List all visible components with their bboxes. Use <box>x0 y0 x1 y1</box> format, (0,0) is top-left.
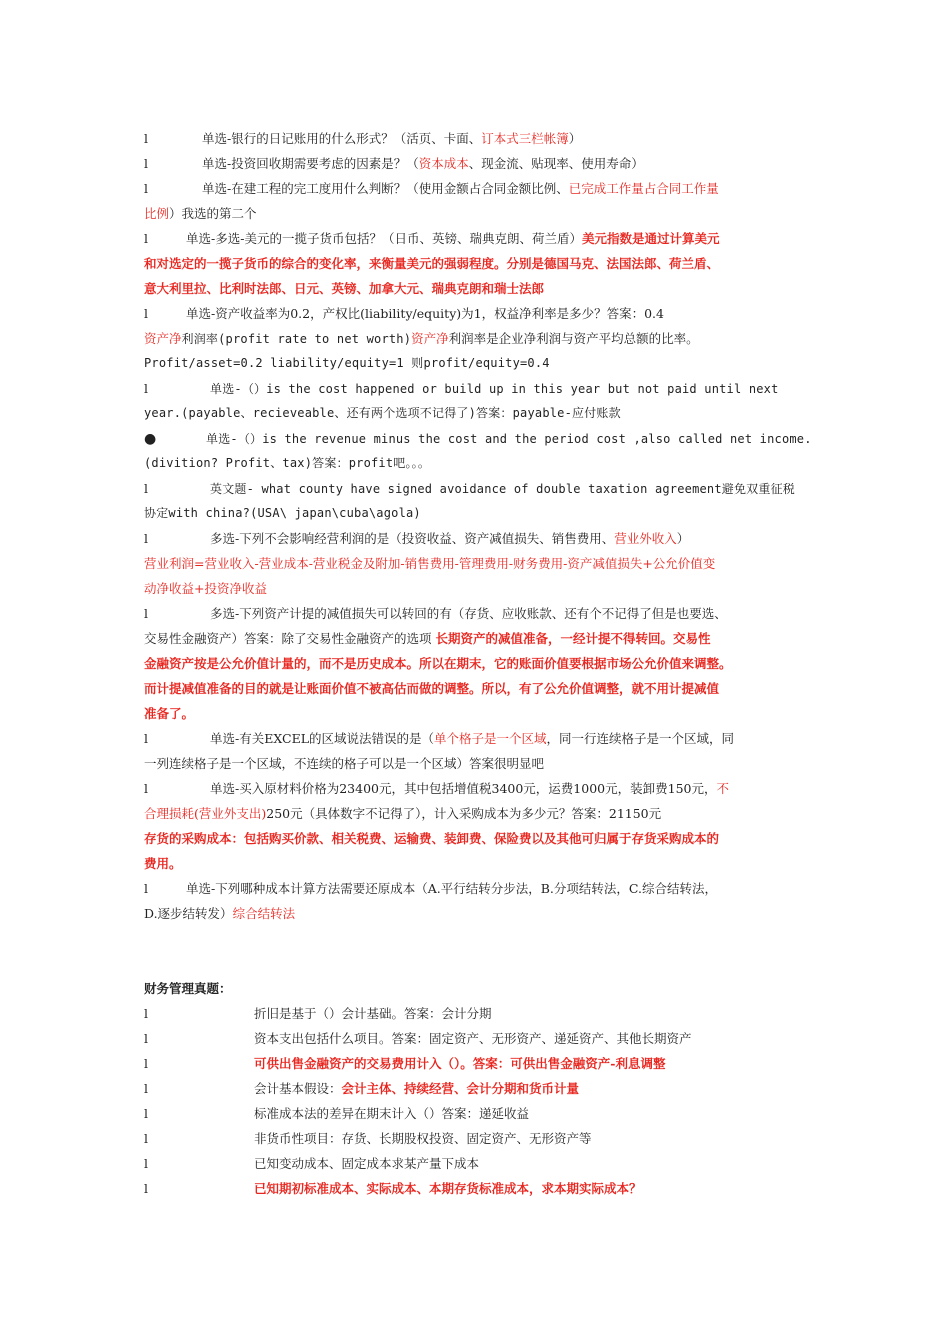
list-marker: l <box>144 781 148 796</box>
question-text: ） <box>676 531 690 546</box>
list-item <box>144 1051 814 1076</box>
list-marker: l <box>144 181 148 196</box>
question-text: 利润率(profit rate to net worth) <box>181 332 412 346</box>
list-item <box>144 1126 814 1151</box>
question-line <box>144 776 814 801</box>
bullet-dot: ● <box>144 431 157 447</box>
list-item-text: 折旧是基于（）会计基础。答案：会计分期 <box>254 1006 492 1021</box>
question-text: 单选-买入原材料价格为23400元，其中包括增值税3400元，运费1000元，装卸费150元， <box>210 781 717 796</box>
answer-highlight: 营业外收入 <box>614 531 677 546</box>
question-text: 单选-（）is the revenue minus the cost and the period cost ,also called net income. <box>206 432 812 446</box>
question-line <box>144 326 814 351</box>
question-line <box>144 376 814 401</box>
answer-highlight: 会计主体、持续经营、会计分期和货币计量 <box>341 1081 580 1096</box>
question-text: 单选-（）is the cost happened or build up in this year but not paid until next <box>210 382 779 396</box>
list-marker: l <box>144 1131 148 1146</box>
document-body <box>144 126 814 1201</box>
question-line <box>144 151 814 176</box>
list-marker: l <box>144 1031 148 1046</box>
list-item-text: 可供出售金融资产的交易费用计入（）。答案：可供出售金融资产-利息调整 <box>254 1056 666 1071</box>
question-text: 、现金流、贴现率、使用寿命） <box>468 156 644 171</box>
answer-highlight: 已完成工作量占合同工作量 <box>568 181 719 196</box>
answer-explanation: 营业利润=营业收入-营业成本-营业税金及附加-销售费用-管理费用-财务费用-资产减值损失+公允价值变 <box>144 556 716 571</box>
answer-highlight: 订本式三栏帐簿 <box>481 131 569 146</box>
answer-explanation: 而计提减值准备的目的就是让账面价值不被高估而做的调整。所以，有了公允价值调整，就不用计提减值 <box>144 681 720 696</box>
answer-explanation: 存货的采购成本：包括购买价款、相关税费、运输费、装卸费、保险费以及其他可归属于存货采购成本的 <box>144 831 720 846</box>
list-marker: l <box>144 131 148 146</box>
question-line <box>144 876 814 901</box>
answer-highlight: 合理损耗(营业外支出) <box>144 806 267 821</box>
list-marker: l <box>144 531 148 546</box>
question-line <box>144 226 814 251</box>
answer-explanation: 准备了。 <box>144 706 195 721</box>
question-text: 利润率是企业净利润与资产平均总额的比率。 <box>448 331 699 346</box>
list-marker: l <box>144 1081 148 1096</box>
question-line <box>144 626 814 651</box>
question-text: 交易性金融资产）答案：除了交易性金融资产的选项 <box>144 631 436 646</box>
answer-explanation: 意大利里拉、比利时法郎、日元、英镑、加拿大元、瑞典克朗和瑞士法郎 <box>144 281 545 296</box>
answer-explanation: 动净收益+投资净收益 <box>144 581 267 596</box>
answer-highlight: 综合结转法 <box>232 906 296 921</box>
list-item <box>144 1151 814 1176</box>
question-text: 单选-有关EXCEL的区域说法错误的是（ <box>210 731 435 746</box>
list-marker: l <box>144 1006 148 1021</box>
question-line: (divition? Profit、tax)答案：profit吧。。。 <box>144 456 431 470</box>
question-text: 多选-下列资产计提的减值损失可以转回的有（存货、应收账款、还有个不记得了但是也要选、 <box>210 606 727 621</box>
list-item <box>144 1101 814 1126</box>
list-marker: l <box>144 306 148 321</box>
list-marker: l <box>144 731 148 746</box>
question-line <box>144 476 814 501</box>
list-item <box>144 1026 814 1051</box>
question-line <box>144 526 814 551</box>
list-item-text: 标准成本法的差异在期末计入（）答案：递延收益 <box>254 1106 530 1121</box>
answer-explanation: 金融资产按是公允价值计量的，而不是历史成本。所以在期末，它的账面价值要根据市场公允价值来调整。 <box>144 656 732 671</box>
question-line <box>144 801 814 826</box>
question-line <box>144 301 814 326</box>
formula-line: Profit/asset=0.2 liability/equity=1 则profit/equity=0.4 <box>144 356 550 370</box>
list-marker: l <box>144 606 148 621</box>
question-line: 协定with china?(USA\ japan\cuba\agola) <box>144 506 421 520</box>
question-text: ） <box>568 131 582 146</box>
answer-explanation: 长期资产的减值准备，一经计提不得转回。交易性 <box>435 631 711 646</box>
question-text: 单选-在建工程的完工度用什么判断？（使用金额占合同金额比例、 <box>202 181 569 196</box>
list-item <box>144 1001 814 1026</box>
list-marker: l <box>144 231 148 246</box>
question-text: 单选-资产收益率为0.2，产权比(liability/equity)为1，权益净利率是多少？答案：0.4 <box>186 306 664 321</box>
question-text: 多选-下列不会影响经营利润的是（投资收益、资产减值损失、销售费用、 <box>210 531 615 546</box>
question-line <box>144 126 814 151</box>
answer-explanation: 和对选定的一揽子货币的综合的变化率，来衡量美元的强弱程度。分别是德国马克、法国法郎、荷兰盾、 <box>144 256 720 271</box>
answer-explanation: 美元指数是通过计算美元 <box>581 231 720 246</box>
list-item <box>144 1176 814 1201</box>
list-marker: l <box>144 1056 148 1071</box>
question-text: 单选-下列哪种成本计算方法需要还原成本（A.平行结转分步法，B.分项结转法，C.综合结转法， <box>186 881 717 896</box>
list-item-text: 非货币性项目：存货、长期股权投资、固定资产、无形资产等 <box>254 1131 592 1146</box>
spacer <box>144 926 814 951</box>
list-item-text: 已知变动成本、固定成本求某产量下成本 <box>254 1156 480 1171</box>
spacer <box>144 951 814 976</box>
question-line <box>144 901 814 926</box>
answer-highlight: 资本成本 <box>418 156 469 171</box>
answer-highlight: 资产净 <box>411 331 449 346</box>
list-marker: l <box>144 156 148 171</box>
question-text: ）我选的第二个 <box>169 206 257 221</box>
list-marker: l <box>144 1181 148 1196</box>
question-text: ，同一行连续格子是一个区域，同 <box>546 731 735 746</box>
question-text: 英文题- what county have signed avoidance of double taxation agreement避免双重征税 <box>210 482 795 496</box>
question-line: 一列连续格子是一个区域，不连续的格子可以是一个区域）答案很明显吧 <box>144 756 545 771</box>
question-line: year.(payable、recieveable、还有两个选项不记得了)答案：payable-应付账款 <box>144 406 621 420</box>
list-marker: l <box>144 1156 148 1171</box>
list-marker: l <box>144 881 148 896</box>
list-item-text: 已知期初标准成本、实际成本、本期存货标准成本，求本期实际成本？ <box>254 1181 642 1196</box>
answer-highlight: 比例 <box>144 206 170 221</box>
question-text: 250元（具体数字不记得了），计入采购成本为多少元？答案：21150元 <box>266 806 662 821</box>
answer-highlight: 资产净 <box>144 331 182 346</box>
list-item <box>144 1076 814 1101</box>
question-line <box>144 201 814 226</box>
list-marker: l <box>144 481 148 496</box>
list-item-text: 会计基本假设： <box>254 1081 342 1096</box>
section-title: 财务管理真题： <box>144 981 232 996</box>
list-marker: l <box>144 381 148 396</box>
answer-explanation: 费用。 <box>144 856 182 871</box>
question-line <box>144 726 814 751</box>
question-line <box>144 176 814 201</box>
answer-highlight: 单个格子是一个区域 <box>434 731 547 746</box>
question-line <box>144 426 814 451</box>
question-text: D.逐步结转发） <box>144 906 233 921</box>
answer-highlight: 不 <box>716 781 729 796</box>
question-text: 单选-银行的日记账用的什么形式？（活页、卡面、 <box>202 131 482 146</box>
question-text: 单选-投资回收期需要考虑的因素是？（ <box>202 156 419 171</box>
list-marker: l <box>144 1106 148 1121</box>
list-item-text: 资本支出包括什么项目。答案：固定资产、无形资产、递延资产、其他长期资产 <box>254 1031 692 1046</box>
question-line <box>144 601 814 626</box>
question-text: 单选-多选-美元的一揽子货币包括？（日币、英镑、瑞典克朗、荷兰盾） <box>186 231 582 246</box>
